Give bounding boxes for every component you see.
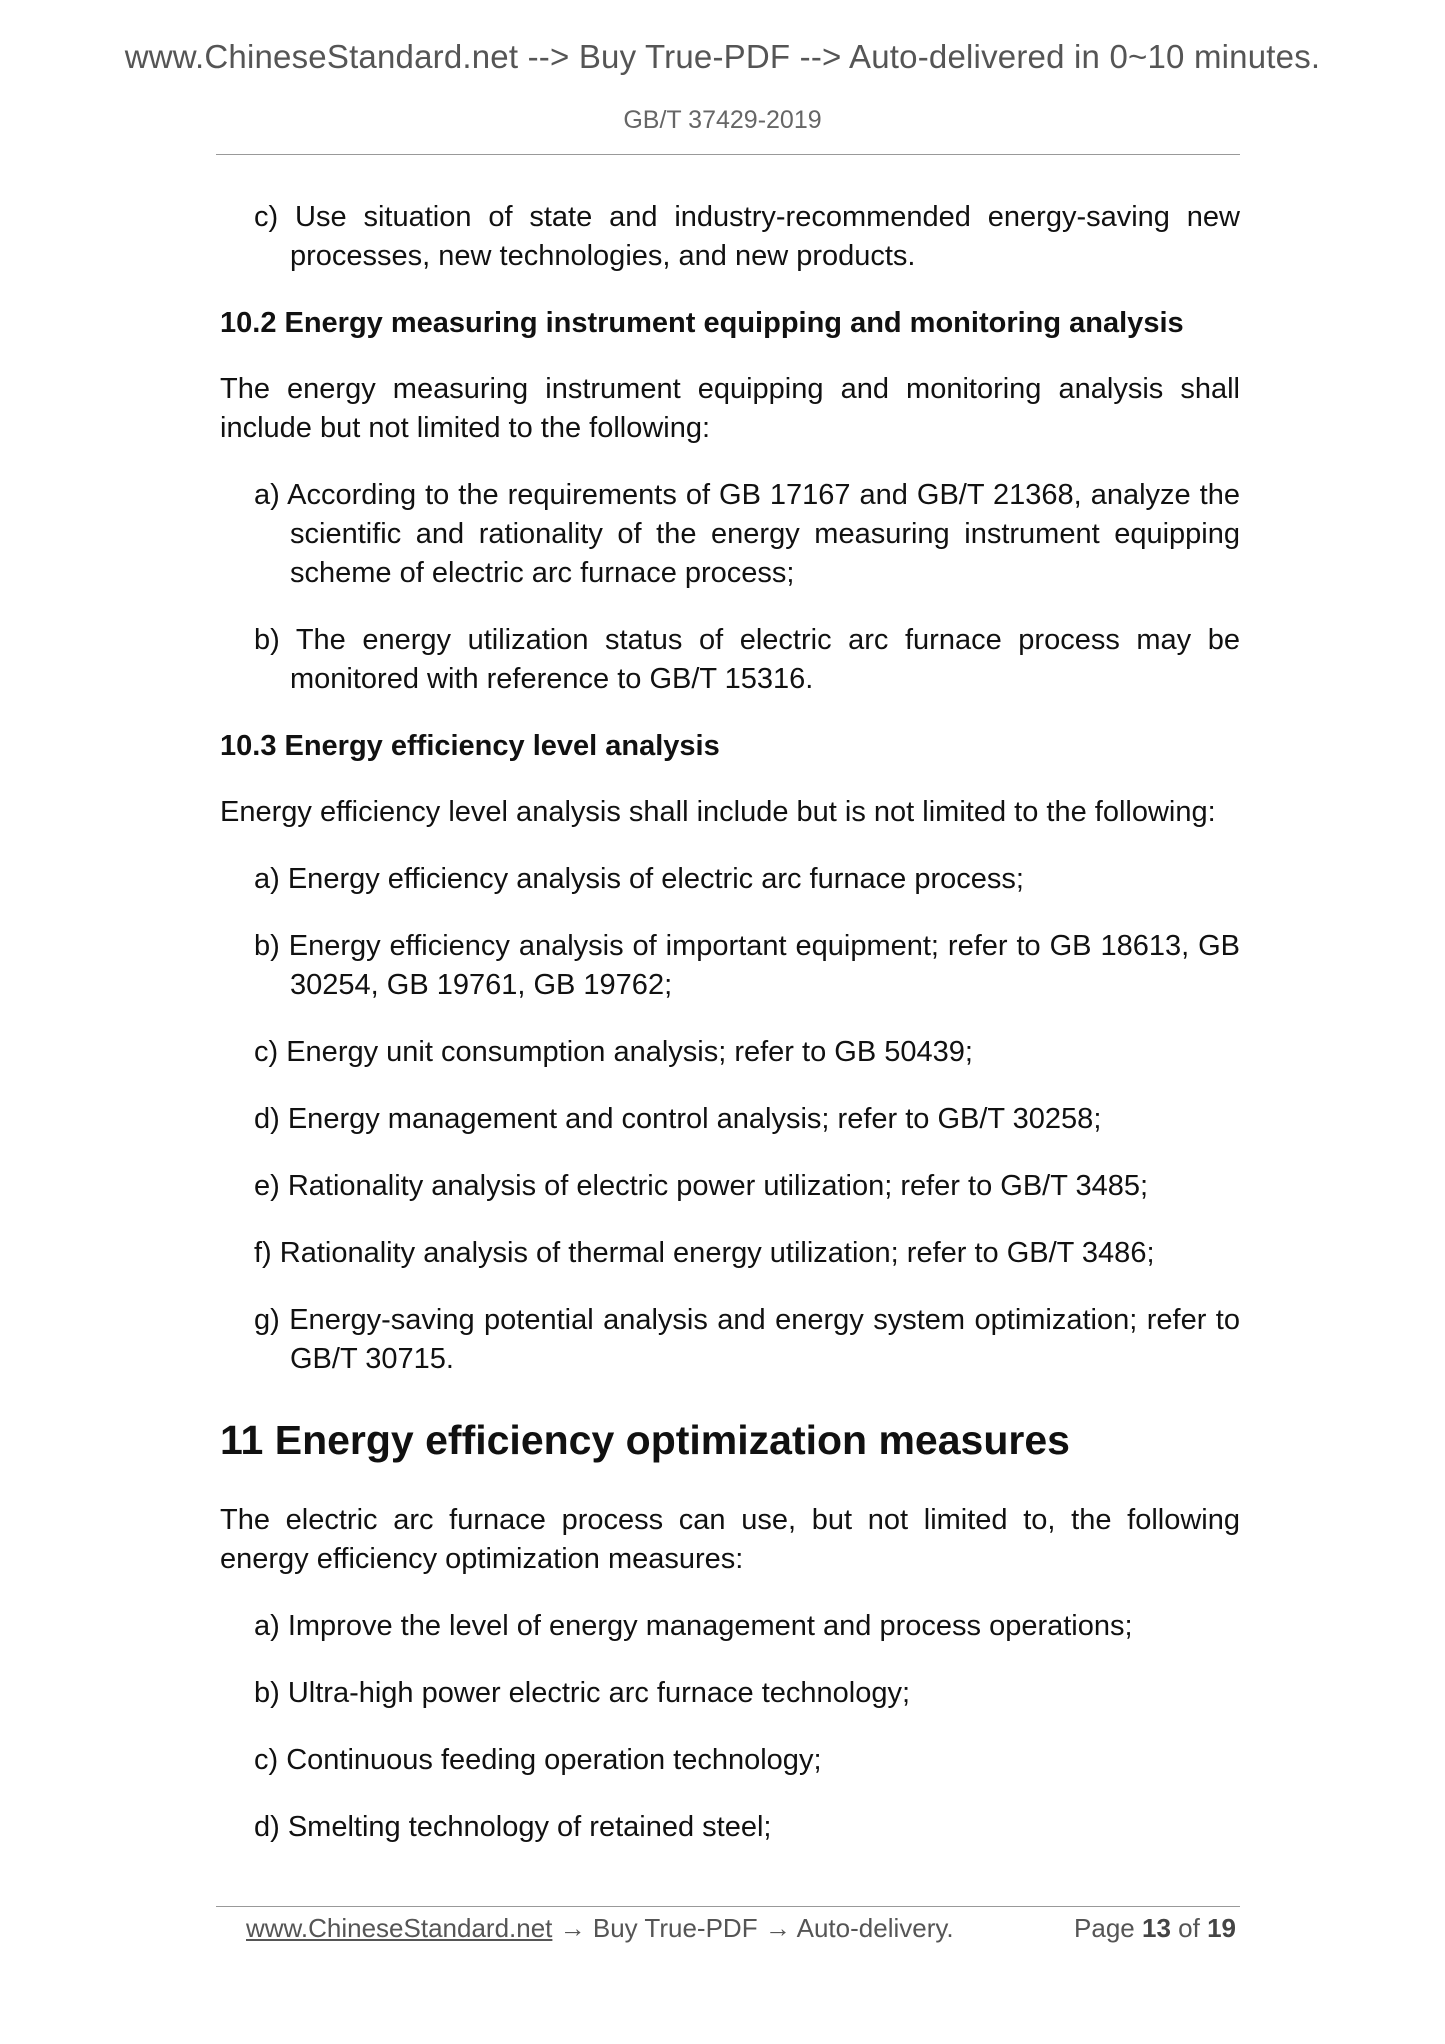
list-10-2 (220, 476, 1240, 699)
arrow-right-icon: → (764, 1913, 791, 1943)
list-item: c) Energy unit consumption analysis; refer to GB 50439; (254, 1036, 973, 1068)
section-intro-10-2: The energy measuring instrument equipping and monitoring analysis shall include but not limited to the following: (220, 373, 1240, 444)
section-intro-10-3: Energy efficiency level analysis shall include but is not limited to the following: (220, 796, 1216, 828)
list-item: c) Continuous feeding operation technology; (254, 1744, 822, 1776)
list-10-3 (220, 860, 1240, 1379)
site-banner: www.ChineseStandard.net --> Buy True-PDF --> Auto-delivered in 0~10 minutes. (124, 38, 1321, 75)
page-total: 19 (1207, 1913, 1236, 1943)
chapter-intro-11: The electric arc furnace process can use, but not limited to, the following energy efficiency optimization measures: (220, 1504, 1240, 1575)
list-item: d) Smelting technology of retained steel; (254, 1811, 772, 1843)
standard-number: GB/T 37429-2019 (623, 106, 822, 134)
page-footer (246, 1913, 1236, 1949)
of-label: of (1178, 1913, 1200, 1943)
buy-text: Buy True-PDF (592, 1913, 758, 1943)
footer-promo (246, 1913, 954, 1944)
list-item: a) According to the requirements of GB 17167 and GB/T 21368, analyze the scientific and rationality of the energy measuring instrument equipping scheme of electric arc furnace process; (254, 479, 1240, 589)
site-link[interactable]: www.ChineseStandard.net (246, 1913, 553, 1943)
footer-divider (216, 1906, 1240, 1907)
list-item: b) Ultra-high power electric arc furnace technology; (254, 1677, 911, 1709)
list-11 (220, 1607, 1240, 1847)
page-indicator (1074, 1913, 1236, 1944)
page-label: Page (1074, 1913, 1135, 1943)
list-item: b) Energy efficiency analysis of important equipment; refer to GB 18613, GB 30254, GB 19761, GB 19762; (254, 930, 1240, 1001)
list-item: d) Energy management and control analysis; refer to GB/T 30258; (254, 1103, 1102, 1135)
document-body (220, 198, 1240, 1875)
list-item: e) Rationality analysis of electric power utilization; refer to GB/T 3485; (254, 1170, 1149, 1202)
section-heading-10-3: 10.3 Energy efficiency level analysis (220, 730, 720, 762)
list-item: f) Rationality analysis of thermal energy utilization; refer to GB/T 3486; (254, 1237, 1155, 1269)
delivery-text: Auto-delivery. (796, 1913, 954, 1943)
header-divider (216, 154, 1240, 155)
list-item: g) Energy-saving potential analysis and energy system optimization; refer to GB/T 30715. (254, 1304, 1240, 1375)
list-item: a) Energy efficiency analysis of electric arc furnace process; (254, 863, 1024, 895)
page-number: 13 (1142, 1913, 1171, 1943)
list-item: a) Improve the level of energy management and process operations; (254, 1610, 1133, 1642)
arrow-right-icon: → (559, 1913, 586, 1943)
chapter-heading-11: 11 Energy efficiency optimization measures (220, 1417, 1070, 1463)
section-heading-10-2: 10.2 Energy measuring instrument equipping and monitoring analysis (220, 307, 1184, 339)
list-item: b) The energy utilization status of electric arc furnace process may be monitored with reference to GB/T 15316. (254, 624, 1240, 695)
continued-list (220, 198, 1240, 276)
list-item: c) Use situation of state and industry-recommended energy-saving new processes, new technologies, and new products. (254, 201, 1240, 272)
